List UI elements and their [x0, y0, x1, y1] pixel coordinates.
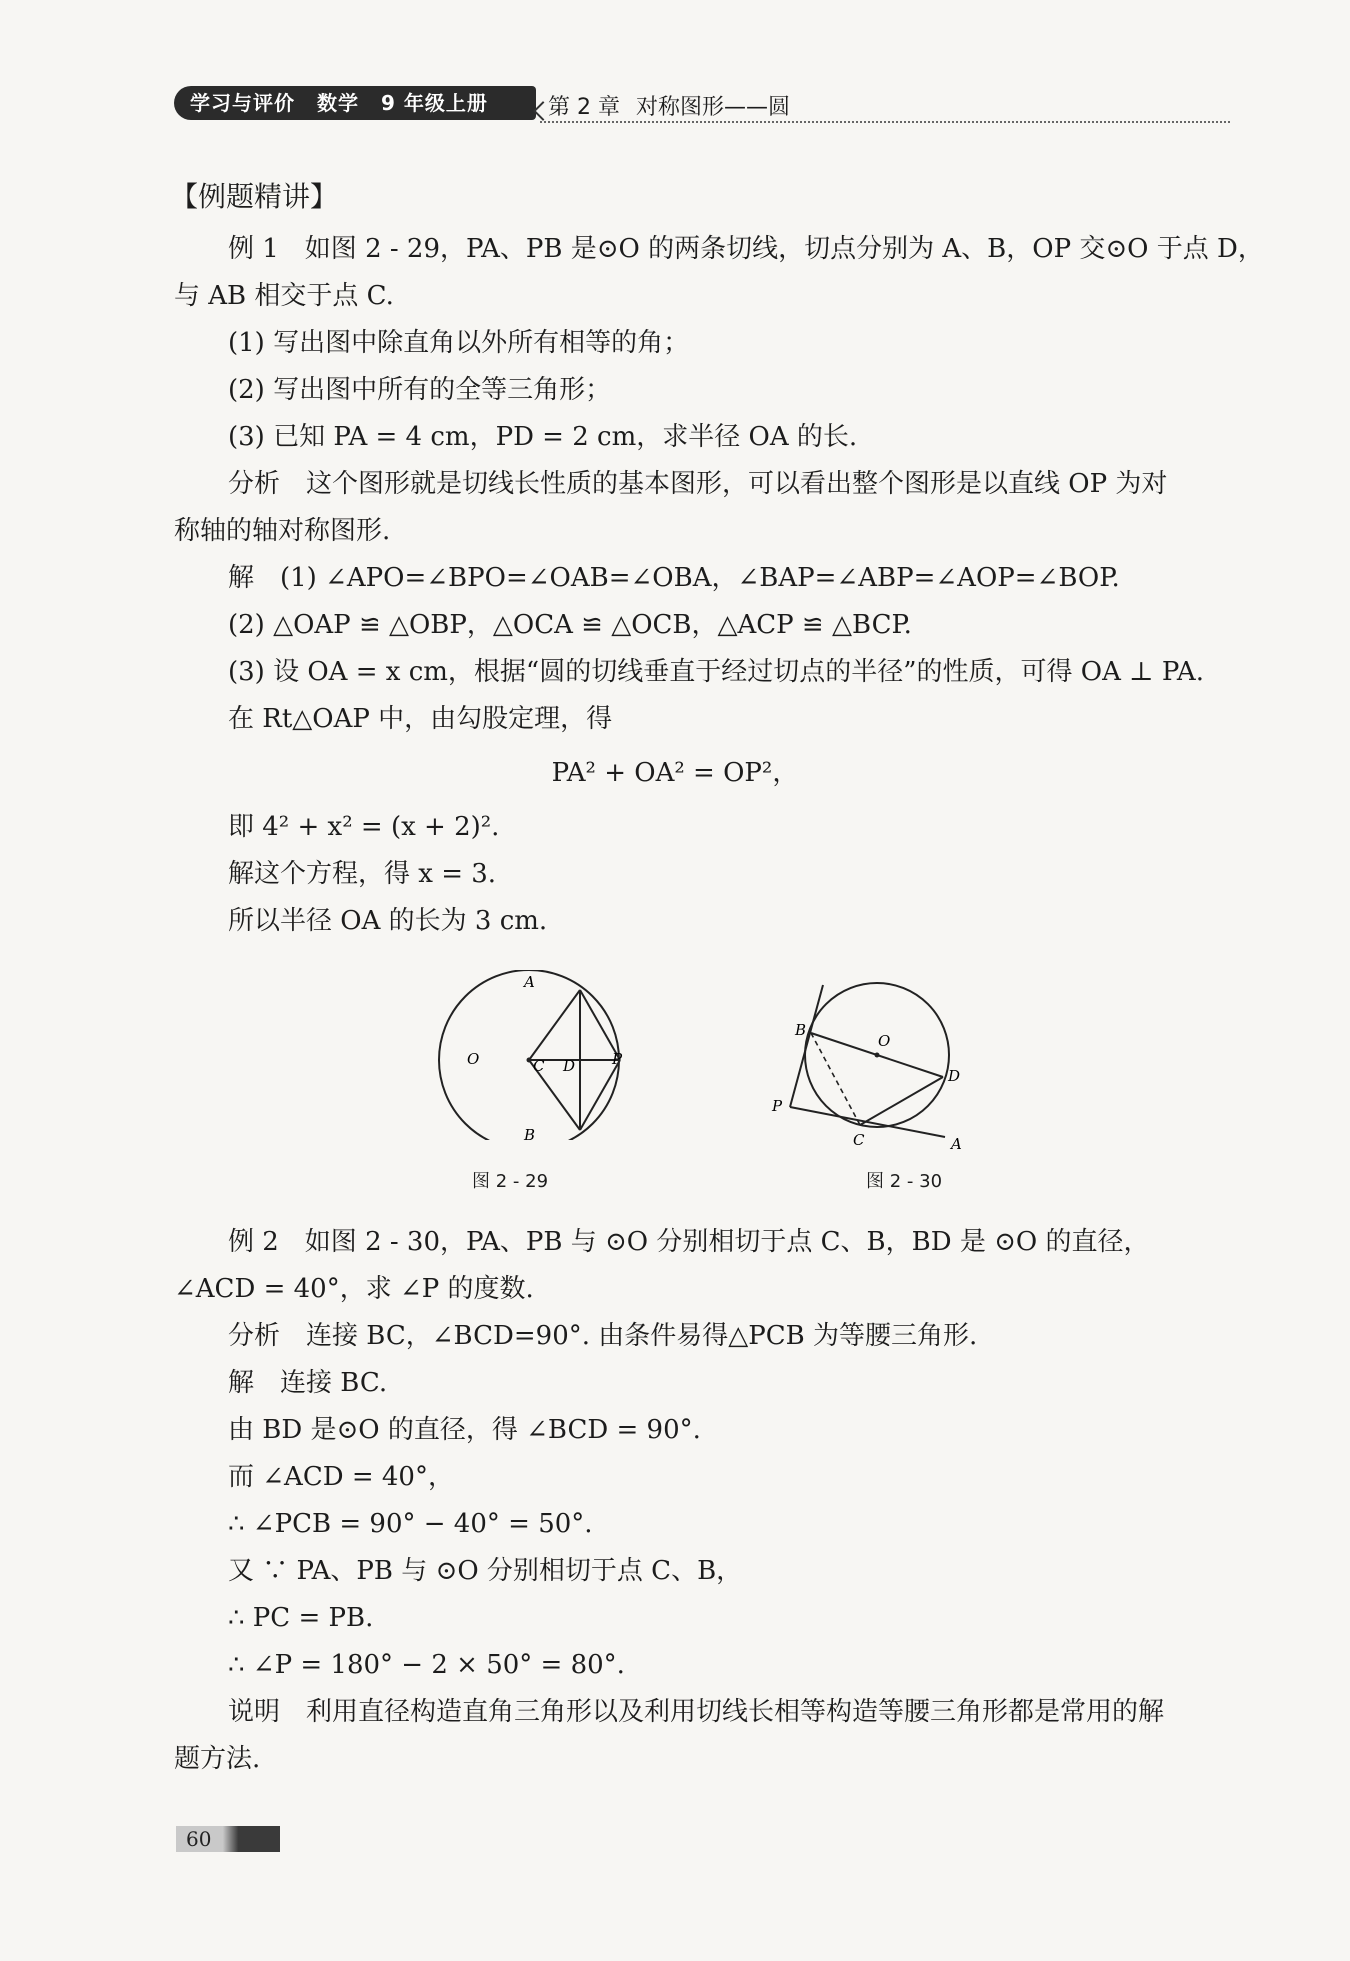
equation-substituted: 即 4² + x² = (x + 2)². [228, 812, 500, 842]
example2-line1: 例 2 如图 2 - 30，PA、PB 与 ⊙O 分别相切于点 C、B，BD 是 ⊙O 的直径， [228, 1227, 1150, 1257]
book-title-banner [174, 86, 536, 120]
solution1-part3: (3) 设 OA = x cm，根据“圆的切线垂直于经过切点的半径”的性质，可得 OA ⊥ PA. [228, 657, 1204, 687]
fig2-center-dot [875, 1053, 880, 1058]
question-2: (2) 写出图中所有的全等三角形； [228, 375, 612, 405]
fig1-center-dot [527, 1058, 532, 1063]
chapter-name: 对称图形——圆 [635, 95, 790, 120]
fig1-label-b: B [524, 1126, 536, 1140]
figure-2-30 [765, 975, 975, 1150]
solution2-step1: 解 连接 BC. [228, 1368, 388, 1398]
chapter-title [548, 90, 806, 121]
solution2-step7: ∴ ∠P = 180° − 2 × 50° = 80°. [228, 1650, 625, 1680]
analysis2: 分析 连接 BC，∠BCD=90°. 由条件易得△PCB 为等腰三角形. [228, 1321, 978, 1351]
book-subject: 数学 [317, 91, 359, 115]
fig1-label-a: A [524, 973, 535, 991]
example1-line1: 例 1 如图 2 - 29，PA、PB 是⊙O 的两条切线，切点分别为 A、B，OP 交⊙O 于点 D， [228, 234, 1264, 264]
solution1-part2: (2) △OAP ≌ △OBP，△OCA ≌ △OCB，△ACP ≌ △BCP. [228, 610, 912, 640]
solution2-step5: 又 ∵ PA、PB 与 ⊙O 分别相切于点 C、B， [228, 1556, 743, 1586]
fig1-circle [439, 970, 619, 1140]
header-divider [540, 121, 1230, 123]
fig1-line-pb [580, 1060, 620, 1130]
solution1-part1: 解 (1) ∠APO=∠BPO=∠OAB=∠OBA，∠BAP=∠ABP=∠AOP=∠BOP. [228, 563, 1120, 593]
fig1-label-o: O [467, 1050, 480, 1068]
page-number: 60 [176, 1826, 280, 1852]
equation-display: PA² + OA² = OP²， [551, 758, 799, 788]
chapter-number: 第 2 章 [548, 95, 620, 120]
equation-solved: 解这个方程，得 x = 3. [228, 859, 497, 889]
note-line2: 题方法. [174, 1744, 261, 1774]
fig1-label-c: C [533, 1057, 545, 1075]
solution1-pythagoras: 在 Rt△OAP 中，由勾股定理，得 [228, 704, 613, 734]
analysis1-line2: 称轴的轴对称图形. [174, 516, 391, 546]
fig2-line-pb [790, 985, 823, 1107]
example1-line2: 与 AB 相交于点 C. [174, 281, 394, 311]
figure-2-29 [400, 970, 640, 1140]
solution2-step6: ∴ PC = PB. [228, 1603, 374, 1633]
analysis1-line1: 分析 这个图形就是切线长性质的基本图形，可以看出整个图形是以直线 OP 为对 [228, 469, 1168, 499]
question-3: (3) 已知 PA = 4 cm，PD = 2 cm，求半径 OA 的长. [228, 422, 858, 452]
solution2-step2: 由 BD 是⊙O 的直径，得 ∠BCD = 90°. [228, 1415, 701, 1445]
fig2-label-b: B [795, 1021, 807, 1039]
note-line1: 说明 利用直径构造直角三角形以及利用切线长相等构造等腰三角形都是常用的解 [228, 1697, 1165, 1727]
solution1-conclusion: 所以半径 OA 的长为 3 cm. [228, 906, 548, 936]
fig2-line-cd [860, 1077, 943, 1125]
fig2-label-o: O [878, 1032, 891, 1050]
section-title: 【例题精讲】 [170, 180, 339, 213]
fig1-line-oa [529, 990, 580, 1060]
book-series: 学习与评价 [190, 91, 295, 115]
solution2-step3: 而 ∠ACD = 40°， [228, 1462, 454, 1492]
fig2-label-p: P [772, 1097, 783, 1115]
figure-2-30-caption: 图 2 - 30 [866, 1171, 943, 1192]
question-1: (1) 写出图中除直角以外所有相等的角； [228, 328, 690, 358]
fig1-label-p: P [612, 1050, 623, 1068]
fig1-label-d: D [563, 1057, 576, 1075]
fig2-label-a: A [951, 1135, 962, 1150]
figure-2-29-caption: 图 2 - 29 [472, 1171, 549, 1192]
example2-line2: ∠ACD = 40°，求 ∠P 的度数. [174, 1274, 534, 1304]
fig2-label-d: D [948, 1067, 961, 1085]
book-grade: 9 年级上册 [381, 91, 488, 115]
fig2-label-c: C [853, 1131, 865, 1149]
solution2-step4: ∴ ∠PCB = 90° − 40° = 50°. [228, 1509, 593, 1539]
